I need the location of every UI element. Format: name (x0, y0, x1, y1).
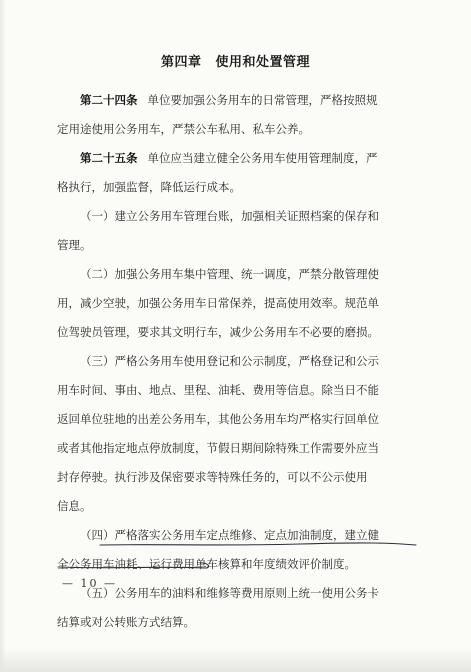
item-3-line-3: 返回单位驻地的出差公务用车，其他公务用车均严格实行回单位 (57, 412, 379, 426)
article-number: 第二十四条 (80, 93, 138, 107)
article-text: 单位要加强公务用车的日常管理，严格按照规 (147, 93, 378, 107)
article-24-line-1 (57, 86, 413, 115)
item-3-line-1: （三）严格公务用车使用登记和公示制度，严格登记和公示 (80, 354, 379, 368)
item-3 (57, 347, 413, 521)
item-3-line-6: 信息。 (57, 499, 92, 513)
item-2-line-3: 位驾驶员管理，要求其文明行车，减少公务用车不必要的磨损。 (57, 325, 379, 339)
scan-shadow-bottom (0, 648, 471, 672)
item-4 (57, 521, 413, 579)
item-5-line-1: （五）公务用车的油料和维修等费用原则上统一使用公务卡 (80, 586, 379, 600)
chapter-number: 第四章 (160, 55, 202, 70)
article-number: 第二十五条 (80, 151, 138, 165)
item-4-line-2: 全公务用车油耗、运行费用单车核算和年度绩效评价制度。 (57, 557, 356, 571)
item-2-line-1: （二）加强公务用车集中管理、统一调度，严禁分散管理使 (80, 267, 379, 281)
item-3-line-5: 封存停驶。执行涉及保密要求等特殊任务的，可以不公示使用 (57, 470, 368, 484)
item-2 (57, 260, 413, 347)
document-body (57, 86, 413, 637)
item-1-line-1: （一）建立公务用车管理台账，加强相关证照档案的保存和 (80, 209, 379, 223)
item-3-line-4: 或者其他指定地点停放制度，节假日期间除特殊工作需要外应当 (57, 441, 379, 455)
item-1 (57, 202, 413, 260)
page-number: — 10 — (62, 577, 117, 590)
article-24 (57, 86, 413, 144)
item-5-line-2: 结算或对公转账方式结算。 (57, 615, 195, 629)
item-4-line-1: （四）严格落实公务用车定点维修、定点加油制度，建立健 (80, 528, 379, 542)
chapter-title: 使用和处置管理 (215, 55, 311, 70)
scan-shadow-left (0, 0, 6, 672)
article-25 (57, 144, 413, 202)
chapter-heading (0, 51, 471, 70)
article-24-line-2: 定用途使用公务用车，严禁公车私用、私车公养。 (57, 122, 310, 136)
article-25-line-2: 格执行，加强监督，降低运行成本。 (57, 180, 241, 194)
article-text: 单位应当建立健全公务用车使用管理制度，严 (147, 151, 378, 165)
item-1-line-2: 管理。 (57, 238, 92, 252)
article-25-line-1 (57, 144, 413, 173)
item-2-line-2: 用，减少空驶，加强公务用车日常保养，提高使用效率。规范单 (57, 296, 379, 310)
item-3-line-2: 用车时间、事由、地点、里程、油耗、费用等信息。除当日不能 (57, 383, 379, 397)
